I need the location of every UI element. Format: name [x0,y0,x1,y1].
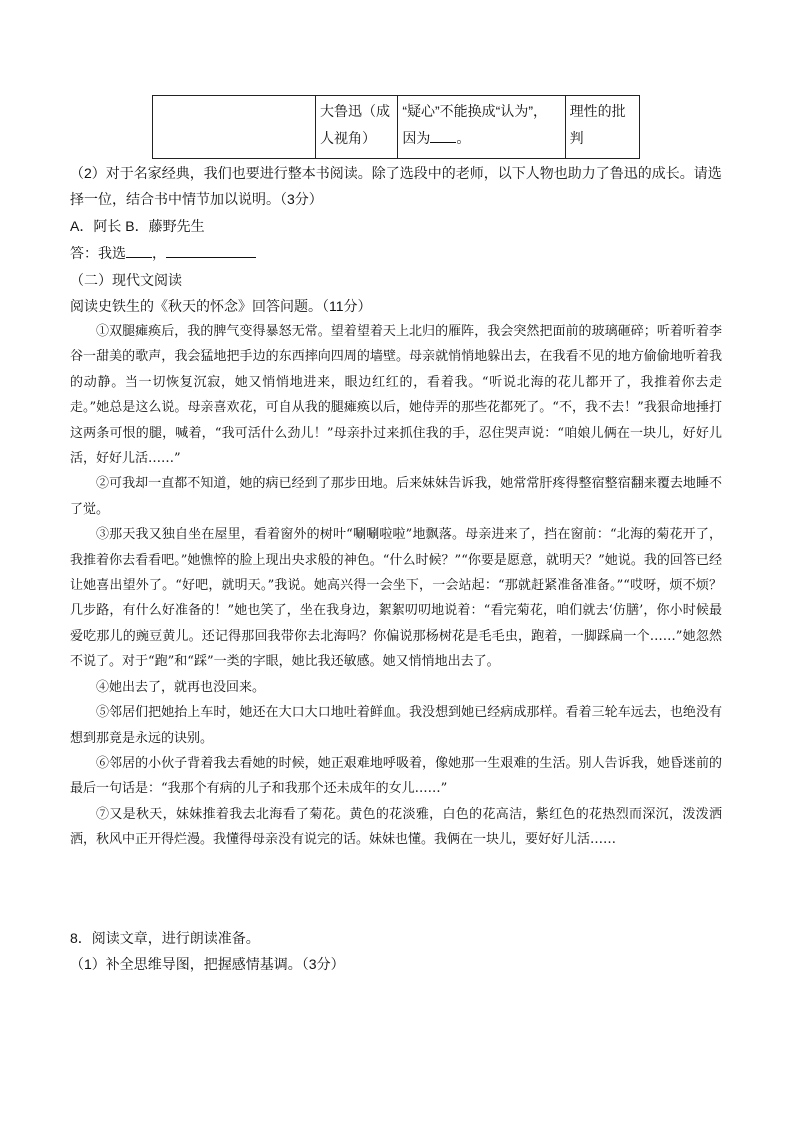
question-8-sub-1: （1）补全思维导图，把握感情基调。（3分） [70,956,345,972]
reason-end: 。 [456,130,471,146]
reading-passage [70,319,722,853]
answer-blank[interactable] [430,128,456,143]
question-2-options: A．阿长 B．藤野先生 [70,218,205,234]
table-cell-judgement: 理性的批判 [565,96,639,159]
choice-blank[interactable] [126,243,152,258]
answer-label: 答：我选 [70,245,126,261]
question-2-line-1: （2）对于名家经典，我们也要进行整本书阅读。除了选段中的老师，以下人物也助力了鲁迅的成长。请选 [70,165,722,181]
explanation-blank[interactable] [166,243,256,258]
passage-paragraph: ②可我却一直都不知道，她的病已经到了那步田地。后来妹妹告诉我，她常常肝疼得整宿整宿翻来覆去地睡不了觉。 [70,476,722,517]
question-2-answer [70,243,256,263]
passage-paragraph: ⑥邻居的小伙子背着我去看她的时候，她正艰难地呼吸着，像她那一生艰难的生活。别人告诉我，她昏迷前的最后一句话是：“我那个有病的儿子和我那个还未成年的女儿……” [70,755,722,797]
section-intro: 阅读史铁生的《秋天的怀念》回答问题。（11分） [70,298,372,314]
passage-paragraph: ①双腿瘫痪后，我的脾气变得暴怒无常。望着望着天上北归的雁阵，我会突然把面前的玻璃砸碎；听着听着李谷一甜美的歌声，我会猛地把手边的东西摔向四周的墙壁。母亲就悄悄地躲出去，在我看不见的地方偷偷地听着我的动静。当一切恢复沉寂，她又悄悄地进来，眼边红红的，看着我。“听说北海的花儿都开了，我推着你去走走。”她总是这么说。母亲喜欢花，可自从我的腿瘫痪以后，她侍弄的那些花都死了。“不，我不去！”我狠命地捶打这两条可恨的腿，喊着，“我可活什么劲儿！”母亲扑过来抓住我的手，忍住哭声说：“咱娘儿俩在一块儿，好好儿活，好好儿活……” [70,324,722,467]
question-8-title: 8．阅读文章，进行朗读准备。 [70,930,260,946]
table-cell-perspective: 大鲁迅（成人视角） [315,96,397,159]
table-cell-reason [398,96,565,159]
table-row [153,96,640,159]
section-heading: （二）现代文阅读 [70,272,182,288]
passage-paragraph: ③那天我又独自坐在屋里，看着窗外的树叶“唰唰啦啦”地飘落。母亲进来了，挡在窗前：“北海的菊花开了，我推着你去看看吧。”她憔悴的脸上现出央求般的神色。“什么时候？”“你要是愿意，就明天？”她说。我的回答已经让她喜出望外了。“好吧，就明天。”我说。她高兴得一会坐下，一会站起：“那就赶紧准备准备。”“哎呀，烦不烦？几步路，有什么好准备的！”她也笑了，坐在我身边，絮絮叨叨地说着：“看完菊花，咱们就去‘仿膳’，你小时候最爱吃那儿的豌豆黄儿。还记得那回我带你去北海吗？你偏说那杨树花是毛毛虫，跑着，一脚踩扁一个……”她忽然不说了。对于“跑”和“踩”一类的字眼，她比我还敏感。她又悄悄地出去了。 [70,527,722,670]
table-cell-empty [153,96,316,159]
question-2-line-2: 择一位，结合书中情节加以说明。（3分） [70,191,323,207]
passage-paragraph: ⑤邻居们把她抬上车时，她还在大口大口地吐着鲜血。我没想到她已经病成那样。看着三轮车远去，也绝没有想到那竟是永远的诀别。 [70,705,722,746]
answer-separator: ， [152,245,166,261]
passage-paragraph: ④她出去了，就再也没回来。 [96,679,266,695]
answer-table [152,95,640,159]
reason-text: “疑心”不能换成“认为”，因为 [402,103,547,146]
passage-paragraph: ⑦又是秋天，妹妹推着我去北海看了菊花。黄色的花淡雅，白色的花高洁，紫红色的花热烈而深沉，泼泼洒洒，秋风中正开得烂漫。我懂得母亲没有说完的话。妹妹也懂。我俩在一块儿，要好好儿活…… [70,806,722,848]
